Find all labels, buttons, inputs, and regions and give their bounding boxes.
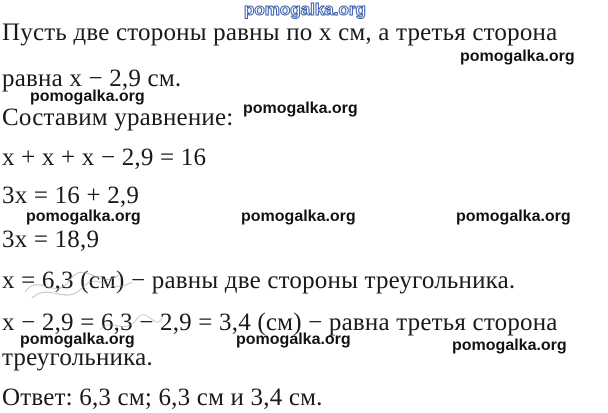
watermark: pomogalka.org xyxy=(460,48,575,65)
watermark: pomogalka.org xyxy=(30,88,145,105)
watermark: pomogalka.org xyxy=(456,208,571,225)
solution-line-8: x − 2,9 = 6,3 − 2,9 = 3,4 (см) − равна третья сторона xyxy=(2,309,558,336)
solution-line-3: Составим уравнение: xyxy=(2,104,234,131)
watermark: pomogalka.org xyxy=(236,331,351,348)
equation-line-3: 3x = 18,9 xyxy=(2,226,100,253)
scribble-mark xyxy=(20,262,140,306)
watermark: pomogalka.org xyxy=(241,208,356,225)
equation-line-2: 3x = 16 + 2,9 xyxy=(2,182,140,209)
watermark: pomogalka.org xyxy=(243,100,358,117)
solution-line-2: равна x − 2,9 см. xyxy=(2,65,182,92)
watermark-top: pomogalka.org xyxy=(244,0,366,19)
equation-line-1: x + x + x − 2,9 = 16 xyxy=(2,144,207,171)
solution-line-1: Пусть две стороны равны по x см, а третья сторона xyxy=(2,19,558,46)
solution-line-9: треугольника. xyxy=(2,344,153,371)
solution-line-7: x = 6,3 (см) − равны две стороны треугольника. xyxy=(2,267,516,294)
answer-line: Ответ: 6,3 см; 6,3 см и 3,4 см. xyxy=(2,384,323,411)
watermark: pomogalka.org xyxy=(20,331,135,348)
watermark: pomogalka.org xyxy=(26,208,141,225)
watermark: pomogalka.org xyxy=(452,337,567,354)
